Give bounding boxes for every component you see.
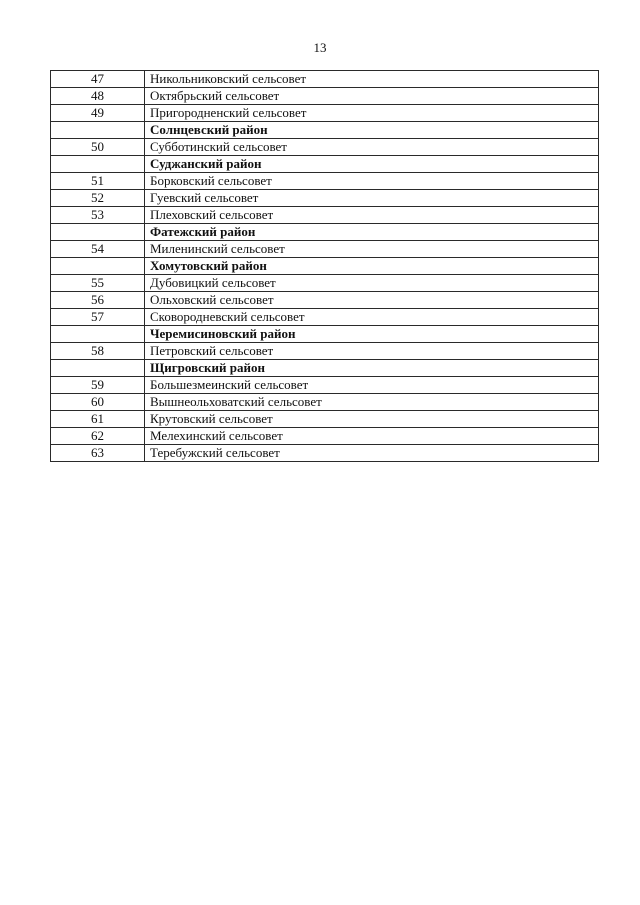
district-header-row [51, 326, 599, 343]
table-row [51, 275, 599, 292]
row-number-cell: 61 [51, 411, 145, 428]
table-row [51, 190, 599, 207]
row-number-cell: 57 [51, 309, 145, 326]
table-row [51, 88, 599, 105]
row-number-cell: 59 [51, 377, 145, 394]
row-number-cell [51, 156, 145, 173]
table-row [51, 241, 599, 258]
row-number-cell [51, 326, 145, 343]
row-number-cell: 49 [51, 105, 145, 122]
district-name-cell: Суджанский район [145, 156, 599, 173]
table-row [51, 173, 599, 190]
settlement-name-cell: Субботинский сельсовет [145, 139, 599, 156]
settlement-name-cell: Сковородневский сельсовет [145, 309, 599, 326]
district-name-cell: Хомутовский район [145, 258, 599, 275]
district-header-row [51, 122, 599, 139]
row-number-cell: 47 [51, 71, 145, 88]
district-name-cell: Черемисиновский район [145, 326, 599, 343]
settlement-name-cell: Ольховский сельсовет [145, 292, 599, 309]
row-number-cell: 60 [51, 394, 145, 411]
district-name-cell: Солнцевский район [145, 122, 599, 139]
district-name-cell: Фатежский район [145, 224, 599, 241]
row-number-cell: 48 [51, 88, 145, 105]
table-row [51, 445, 599, 462]
table-row [51, 411, 599, 428]
table-row [51, 207, 599, 224]
table-row [51, 377, 599, 394]
row-number-cell: 56 [51, 292, 145, 309]
settlement-name-cell: Октябрьский сельсовет [145, 88, 599, 105]
table-row [51, 292, 599, 309]
table-row [51, 71, 599, 88]
settlement-name-cell: Никольниковский сельсовет [145, 71, 599, 88]
row-number-cell: 50 [51, 139, 145, 156]
row-number-cell: 58 [51, 343, 145, 360]
row-number-cell [51, 258, 145, 275]
row-number-cell: 55 [51, 275, 145, 292]
row-number-cell [51, 360, 145, 377]
settlement-name-cell: Плеховский сельсовет [145, 207, 599, 224]
settlement-table [50, 70, 599, 462]
table-row [51, 309, 599, 326]
page-number: 13 [313, 40, 327, 55]
table-row [51, 105, 599, 122]
row-number-cell: 51 [51, 173, 145, 190]
settlement-name-cell: Борковский сельсовет [145, 173, 599, 190]
district-header-row [51, 156, 599, 173]
table-row [51, 139, 599, 156]
row-number-cell: 62 [51, 428, 145, 445]
settlement-name-cell: Мелехинский сельсовет [145, 428, 599, 445]
row-number-cell: 54 [51, 241, 145, 258]
settlement-name-cell: Петровский сельсовет [145, 343, 599, 360]
settlement-name-cell: Дубовицкий сельсовет [145, 275, 599, 292]
district-header-row [51, 360, 599, 377]
row-number-cell: 53 [51, 207, 145, 224]
settlement-table-body [51, 71, 599, 462]
row-number-cell [51, 122, 145, 139]
settlement-name-cell: Крутовский сельсовет [145, 411, 599, 428]
settlement-name-cell: Вышнеольховатский сельсовет [145, 394, 599, 411]
table-row [51, 394, 599, 411]
table-row [51, 428, 599, 445]
settlement-name-cell: Пригородненский сельсовет [145, 105, 599, 122]
settlement-name-cell: Большезмеинский сельсовет [145, 377, 599, 394]
table-row [51, 343, 599, 360]
row-number-cell: 63 [51, 445, 145, 462]
row-number-cell [51, 224, 145, 241]
district-header-row [51, 224, 599, 241]
settlement-name-cell: Миленинский сельсовет [145, 241, 599, 258]
district-header-row [51, 258, 599, 275]
district-name-cell: Щигровский район [145, 360, 599, 377]
row-number-cell: 52 [51, 190, 145, 207]
settlement-name-cell: Гуевский сельсовет [145, 190, 599, 207]
settlement-name-cell: Теребужский сельсовет [145, 445, 599, 462]
